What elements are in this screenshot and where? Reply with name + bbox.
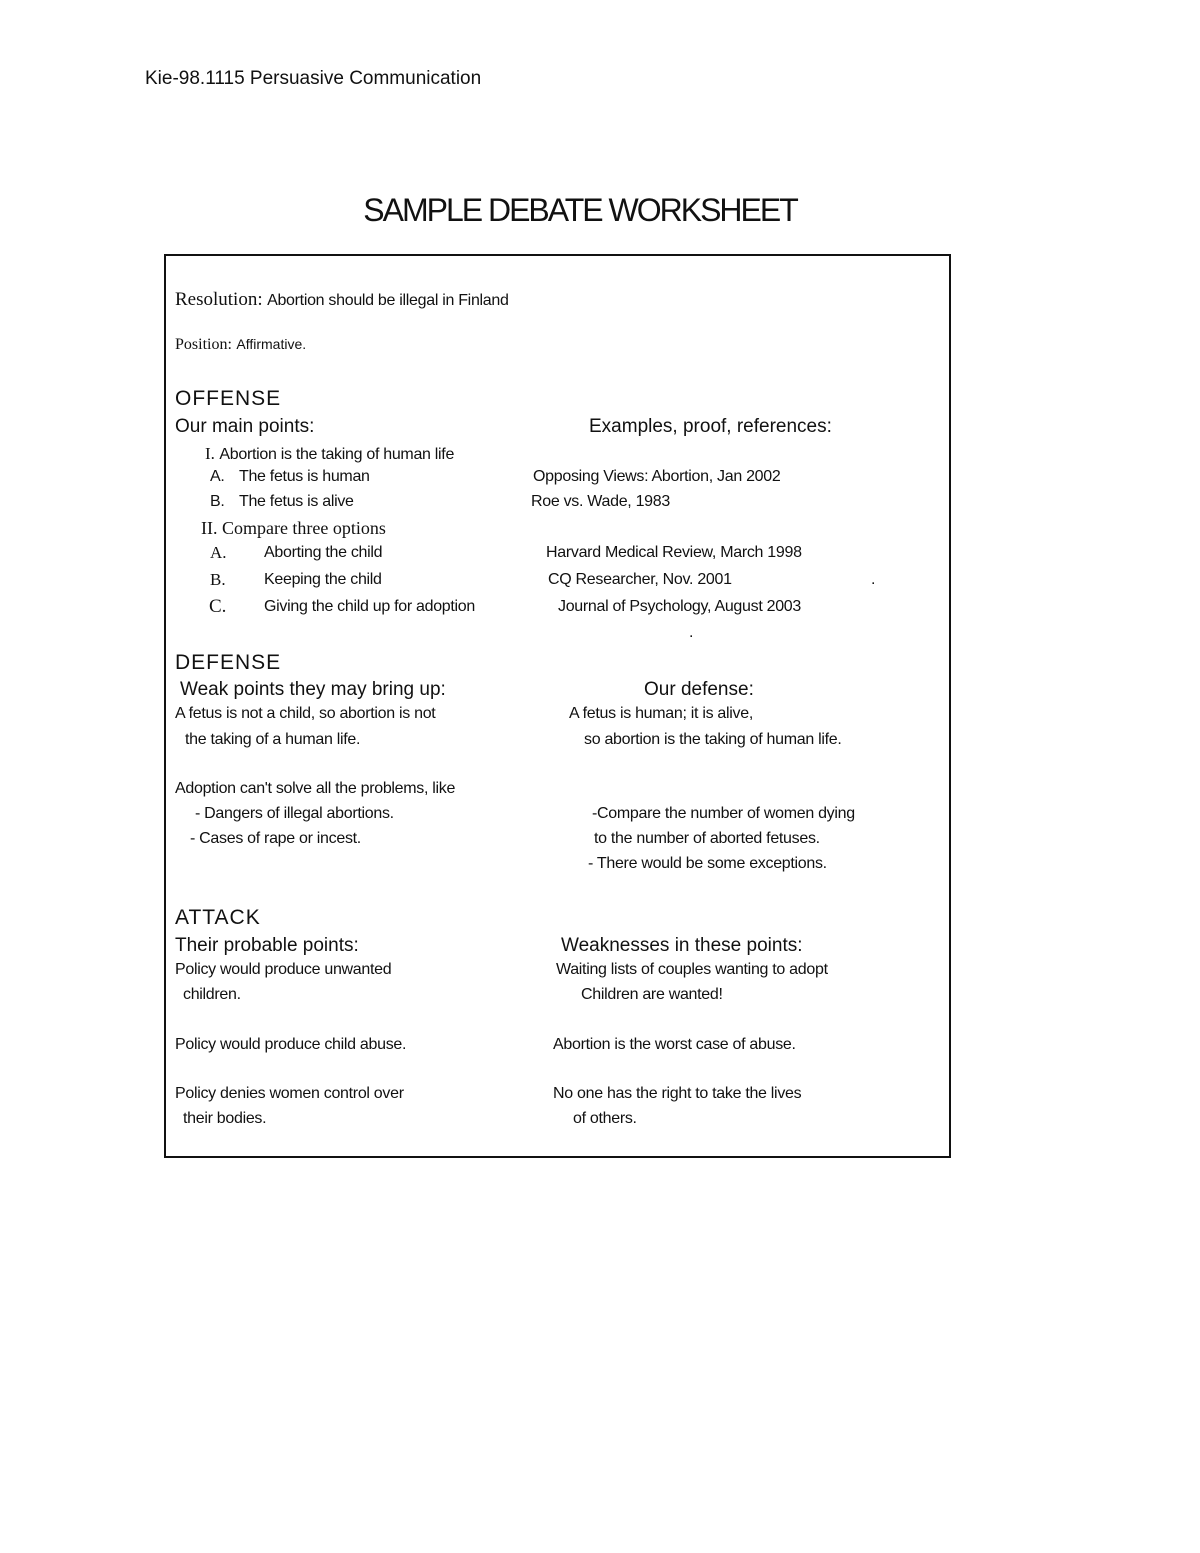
weakness-line: of others. [573,1110,637,1127]
subpoint-letter: A. [210,468,225,485]
resolution-line [175,289,509,311]
subpoint-text: The fetus is alive [238,493,354,510]
subpoint-text: The fetus is human [238,468,370,485]
point-number: II. [201,518,218,538]
offense-reference: CQ Researcher, Nov. 2001 [548,571,732,588]
position-line [175,336,306,354]
resolution-value: Abortion should be illegal in Finland [267,292,509,309]
offense-subpoint [210,493,354,511]
defense-right-header: Our defense: [644,679,754,700]
offense-reference: Journal of Psychology, August 2003 [558,598,802,615]
offense-point-2 [201,518,386,539]
defense-line: - There would be some exceptions. [588,855,827,872]
defense-line: to the number of aborted fetuses. [594,830,820,847]
page-header: Kie-98.1115 Persuasive Communication [145,68,482,89]
offense-reference: Harvard Medical Review, March 1998 [546,544,802,561]
probable-point-line: Policy denies women control over [175,1085,404,1102]
offense-heading: OFFENSE [175,387,282,410]
offense-right-header: Examples, proof, references: [589,416,832,437]
weak-point-line: - Cases of rape or incest. [190,830,361,847]
stray-mark: . [689,624,694,641]
stray-mark: . [871,571,876,588]
subpoint-text: Keeping the child [264,571,382,588]
subpoint-text: Giving the child up for adoption [264,598,475,615]
page-title: SAMPLE DEBATE WORKSHEET [363,192,797,228]
attack-left-header: Their probable points: [175,935,359,956]
attack-heading: ATTACK [175,906,261,929]
offense-reference: Roe vs. Wade, 1983 [531,493,670,510]
point-text: Compare three options [221,518,386,538]
weakness-line: Waiting lists of couples wanting to adopt [556,961,828,978]
resolution-label: Resolution: [175,289,263,310]
weak-point-line: A fetus is not a child, so abortion is not [175,705,436,722]
weakness-line: Abortion is the worst case of abuse. [553,1036,796,1053]
weak-point-line: the taking of a human life. [185,731,361,748]
offense-subpoint [210,468,370,486]
subpoint-letter: C. [209,596,227,617]
point-text: Abortion is the taking of human life [219,446,455,463]
defense-heading: DEFENSE [175,651,282,674]
subpoint-letter: B. [210,493,225,510]
attack-right-header: Weaknesses in these points: [561,935,803,956]
probable-point-line: Policy would produce unwanted [175,961,392,978]
subpoint-letter: A. [210,543,227,562]
defense-line: -Compare the number of women dying [592,805,855,822]
point-number: I. [205,444,215,463]
offense-reference: Opposing Views: Abortion, Jan 2002 [533,468,781,485]
defense-line: so abortion is the taking of human life. [584,731,842,748]
probable-point-line: their bodies. [183,1110,267,1127]
offense-left-header: Our main points: [175,416,315,437]
subpoint-text: Aborting the child [264,544,383,561]
weak-point-line: - Dangers of illegal abortions. [195,805,394,822]
offense-point-1 [205,444,454,464]
position-value: Affirmative. [236,336,307,352]
subpoint-letter: B. [210,570,226,589]
defense-line: A fetus is human; it is alive, [569,705,753,722]
weakness-line: No one has the right to take the lives [553,1085,802,1102]
weak-point-line: Adoption can't solve all the problems, like [175,780,456,797]
defense-left-header: Weak points they may bring up: [180,679,446,700]
probable-point-line: children. [183,986,241,1003]
position-label: Position: [175,336,232,353]
probable-point-line: Policy would produce child abuse. [175,1036,407,1053]
weakness-line: Children are wanted! [581,986,723,1003]
